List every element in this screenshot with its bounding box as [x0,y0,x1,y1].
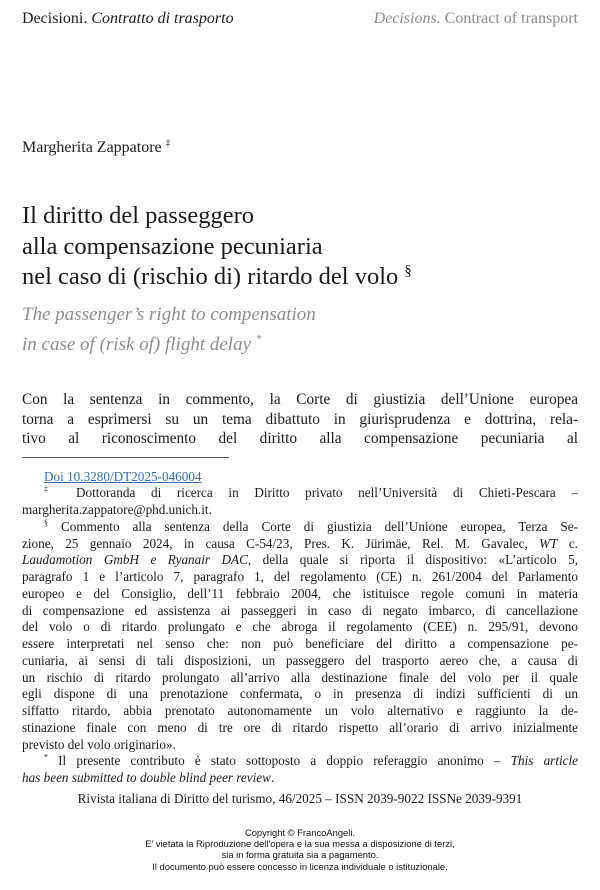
running-header-right [374,10,578,28]
footnote-text: c. [568,535,578,551]
footnote-text: . [270,770,275,785]
footnote-mark: ‡ [44,484,61,494]
doi-link[interactable]: Doi 10.3280/DT2025-046004 [44,468,202,484]
journal-info: Rivista italiana di Diritto del turismo, 46/2025 – ISSN 2039-9022 ISSNe 2039-9391 [77,790,523,806]
footnote-text: , della quale si riporta il dispositivo: «L’articolo 5, [247,552,579,568]
running-header [22,10,578,28]
title-line [22,262,412,293]
footnote-author [22,485,578,502]
footnote-line: previsto del volo originario». [22,736,176,752]
copyright-notice [0,827,600,872]
footnote-text-en: has been submitted to double blind peer review [22,770,271,785]
footnote-divider [22,457,229,458]
author [22,139,170,157]
author-name: Margherita Zappatore [22,139,162,156]
body-line: tivo al riconoscimento del diritto alla compensazione pecuniaria al [22,430,578,447]
body-line: torna a esprimersi su un tema dibattuto in giurisprudenza e dottrina, rela- [22,410,578,428]
footnote-review [22,753,578,770]
page-flow [0,390,600,890]
footnote-text: zione, 25 gennaio 2024, in causa C-54/23, Pres. K. Jürimäe, Rel. M. Gavalec, [22,535,528,551]
copyright-line: Il documento può essere concesso in licenza individuale o istituzionale. [152,860,448,872]
author-footnote-mark: ‡ [165,137,171,149]
footnote-email: margherita.zappatore@phd.unich.it. [22,502,212,517]
footnote-line: egli dispone di una prenotazione confermata, o in presenza di indizi sufficienti di un [22,686,578,702]
footnote-line [22,536,578,553]
running-header-left [22,10,234,28]
copyright-line: Copyright © FrancoAngeli. [244,826,356,838]
footnote-line: un rischio di ritardo prolungato all’arrivo alla destinazione finale del volo per il quale [22,669,578,685]
footnote-text: Il presente contributo è stato sottoposto a doppio referaggio anonimo – [58,753,501,769]
copyright-line: sia in forma gratuita sia a pagamento. [221,849,379,861]
footnote-line: stinazione finale con meno di tre ore di ritardo rispetto all’orario di arrivo inizialmente [22,719,578,735]
footnote-line: siffatto ritardo, abbia prenotato autonomamente un volo alternativo e raggiunto la de- [22,703,578,718]
footnote-line: europeo e del Consiglio, dell’11 febbraio 2004, che istituisce regole comuni in materia [22,585,578,601]
footnotes [22,469,578,787]
title-text: nel caso di (rischio di) ritardo del volo [22,263,399,290]
title-line: Il diritto del passeggero [22,202,255,229]
footnote-line: paragrafo 1 e l’articolo 7, paragrafo 1, del regolamento (CE) n. 261/2004 del Parlamento [22,569,578,584]
footnote-text: Commento alla sentenza della Corte di giustizia dell’Unione europea, Terza Se- [60,518,579,534]
footnote-case [22,519,578,536]
header-subsection-en: Contract of transport [444,10,578,27]
footnote-line: di compensazione ed assistenza ai passeggeri in caso di negato imbarco, di cancellazione [22,602,578,618]
party-name: Laudamotion GmbH e Ryanair DAC [22,552,248,568]
footnote-line [22,770,578,787]
footnote-line: cuniaria, ai sensi di tali disposizioni, un passeggero del trasporto aereo che, a causa di [22,652,578,668]
article-title [22,201,412,293]
footnote-text: Dottoranda di ricerca in Diritto privato nell’Università di Chieti-Pescara – [76,485,579,501]
article-subtitle [22,300,316,360]
footnote-line [22,552,578,569]
party-name: WT [539,535,558,551]
subtitle-text: in case of (risk of) flight delay [22,334,252,355]
header-section: Decisioni. [22,10,88,27]
body-text [22,390,578,449]
header-section-en: Decisions. [373,10,441,27]
footnote-line: essere interpretati nel senso che: non può beneficiare del diritto a compensazione pe- [22,636,578,651]
copyright-line: E' vietata la Riproduzione dell'opera e la sua messa a disposizione di terzi, [145,838,455,850]
subtitle-footnote-mark: * [255,333,262,346]
subtitle-line [22,330,316,360]
body-line: Con la sentenza in commento, la Corte di giustizia dell’Unione europea [22,391,578,408]
footnote-mark: § [44,518,48,528]
footnote-text-en: This article [510,753,579,769]
title-line: alla compensazione pecuniaria [22,232,323,260]
header-subsection: Contratto di trasporto [91,10,234,27]
footnote-mark: * [44,752,48,762]
footnote-line: del volo o di ritardo prolungato e che abroga il regolamento (CEE) n. 295/91, devono [22,619,578,635]
subtitle-line: The passenger’s right to compensation [22,304,316,325]
title-footnote-mark: § [404,262,412,279]
